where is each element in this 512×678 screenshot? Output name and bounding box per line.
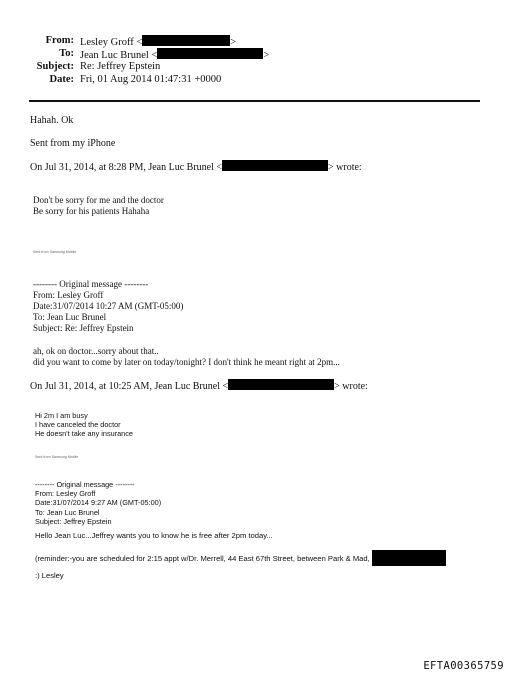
quoted-line: Be sorry for his patients Hahaha (33, 206, 150, 216)
quote-attribution-2 (30, 379, 368, 392)
signoff: :) Lesley (35, 571, 64, 580)
message-body-2 (33, 346, 340, 368)
from-value (80, 35, 236, 48)
signature-iphone: Sent from my iPhone (30, 138, 116, 149)
from-name: Lesley Groff < (80, 37, 143, 48)
body-line: ah, ok on doctor...sorry about that.. (33, 346, 159, 356)
quote-attribution-2-pre: On Jul 31, 2014, at 10:25 AM, Jean Luc Brunel < (30, 381, 229, 392)
bates-number: EFTA00365759 (423, 660, 504, 672)
quote-attribution-2-post: > wrote: (334, 381, 368, 392)
redaction-box (142, 35, 230, 46)
date-value: Fri, 01 Aug 2014 01:47:31 +0000 (80, 74, 222, 85)
subject-label: Subject: (36, 61, 74, 72)
orig-to: To: Jean Luc Brunel (35, 507, 100, 517)
orig-divider: -------- Original message -------- (33, 279, 149, 289)
message-body-3-line2 (35, 550, 446, 566)
quote-attribution-1-post: > wrote: (328, 162, 362, 173)
date-label: Date: (49, 74, 74, 85)
reminder-text: (reminder:-you are scheduled for 2:15 appt w/Dr. Merrell, 44 East 67th Street, between Park & Mad, (35, 554, 370, 563)
to-value (80, 48, 269, 61)
redaction-box (157, 48, 263, 59)
orig-from: From: Lesley Groff (35, 489, 96, 499)
quoted-line: He doesn't take any insurance (35, 429, 133, 439)
message-body-3-line1: Hello Jean Luc...Jeffrey wants you to know he is free after 2pm today... (35, 531, 273, 540)
quote-attribution-1 (30, 160, 362, 173)
redaction-box (228, 379, 334, 390)
reply-text: Hahah. Ok (30, 115, 74, 126)
orig-subject: Subject: Re: Jeffrey Epstein (33, 323, 134, 333)
quoted-line: Don't be sorry for me and the doctor (33, 195, 164, 205)
redaction-box (372, 550, 446, 566)
orig-date: Date:31/07/2014 9:27 AM (GMT-05:00) (35, 498, 162, 508)
body-line: did you want to come by later on today/tonight? I don't think he meant right at 2pm... (33, 357, 340, 367)
redaction-box (222, 160, 328, 171)
from-label: From: (45, 35, 74, 46)
orig-date: Date:31/07/2014 10:27 AM (GMT-05:00) (33, 301, 184, 311)
subject-value: Re: Jeffrey Epstein (80, 61, 161, 72)
header-divider (29, 100, 480, 102)
to-name: Jean Luc Brunel < (80, 50, 158, 61)
orig-from: From: Lesley Groff (33, 290, 104, 300)
samsung-signature-2: Sent from Samsung Mobile (35, 455, 79, 459)
orig-to: To: Jean Luc Brunel (33, 312, 107, 322)
quote-attribution-1-pre: On Jul 31, 2014, at 8:28 PM, Jean Luc Brunel < (30, 162, 223, 173)
orig-subject: Subject: Jeffrey Epstein (35, 516, 112, 526)
to-close: > (263, 50, 270, 61)
samsung-signature-1: Sent from Samsung Mobile (33, 250, 77, 254)
original-message-2-header (35, 480, 161, 526)
quoted-message-2 (35, 411, 133, 439)
quoted-line: I have canceled the doctor (35, 420, 121, 430)
original-message-1-header (33, 279, 183, 334)
quoted-message-1 (33, 195, 164, 217)
to-label: To: (59, 48, 74, 59)
orig-divider: -------- Original message -------- (35, 480, 135, 489)
from-close: > (230, 37, 237, 48)
quoted-line: Hi 2m I am busy (35, 411, 88, 420)
